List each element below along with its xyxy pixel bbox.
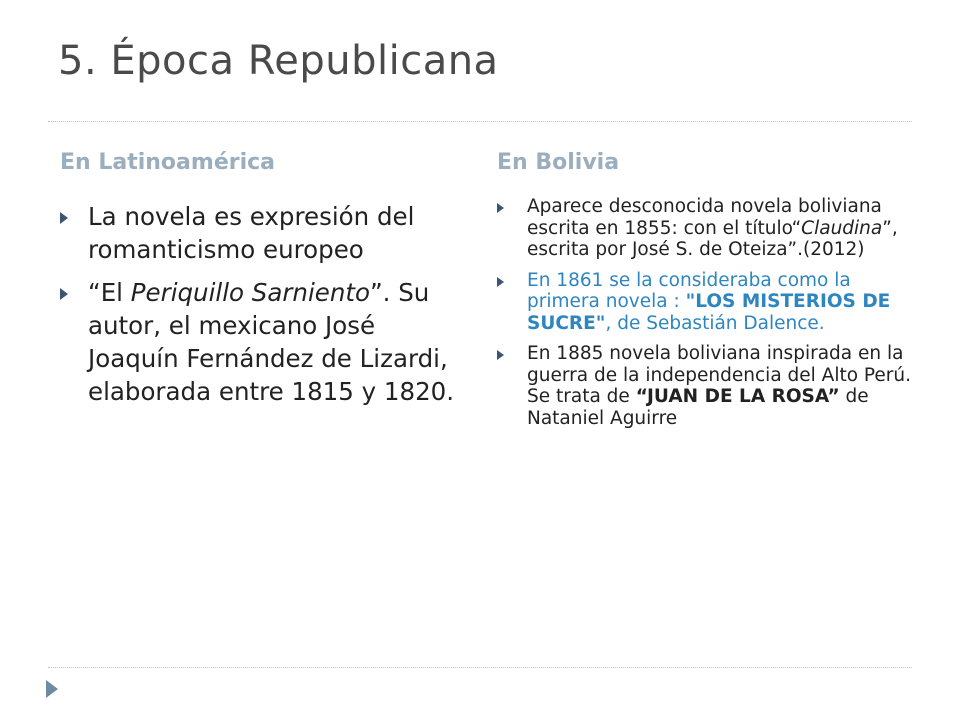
heading-latinoamerica: En Latinoamérica: [60, 150, 276, 175]
bullet-text-pre: En 1885 novela boliviana inspirada en la guerra de la independencia del Alto Perú. Se trata de: [527, 343, 912, 407]
bullet-text-post: de Nataniel Aguirre: [527, 386, 869, 429]
bullet-item: [60, 276, 470, 408]
slide-title: 5. Época Republicana: [58, 38, 499, 84]
book-title-misterios: "LOS MISTERIOS DE SUCRE": [527, 291, 891, 334]
bottom-divider: [48, 667, 912, 668]
bullet-text-rest: ”. Su autor, el mexicano José Joaquín Fernández de Lizardi, elaborada entre 1815 y 1820.: [88, 278, 455, 406]
triangle-bullet-icon: [60, 288, 68, 300]
bullet-text-pre: Aparece desconocida novela boliviana escrita en 1855: con el título“: [527, 196, 882, 239]
triangle-bullet-icon: [497, 350, 504, 360]
top-divider: [48, 121, 912, 122]
bolivia-bullet-list: [497, 196, 917, 438]
bullet-text-post: , de Sebastián Dalence.: [605, 312, 825, 334]
bullet-text-post: ”, escrita por José S. de Oteiza”.(2012): [527, 217, 898, 260]
bullet-text-pre: En 1861 se la consideraba como la primera novela :: [527, 269, 851, 312]
triangle-bullet-icon: [497, 203, 504, 213]
book-title-juan-de-la-rosa: “JUAN DE LA ROSA”: [635, 386, 840, 407]
triangle-bullet-icon: [60, 212, 68, 224]
corner-triangle-icon: [46, 680, 58, 698]
bullet-item: [497, 196, 917, 261]
bullet-item: [497, 343, 917, 429]
book-title-periquillo: Periquillo Sarniento: [130, 278, 370, 307]
bullet-item-highlight: [497, 270, 917, 335]
bullet-text-quote: “El: [88, 278, 131, 307]
bullet-text: La novela es expresión del romanticismo europeo: [88, 202, 415, 264]
latinoamerica-bullet-list: [60, 200, 470, 418]
book-title-claudina: Claudina: [801, 217, 883, 239]
heading-bolivia: En Bolivia: [497, 150, 620, 175]
triangle-bullet-icon: [497, 277, 504, 287]
bullet-item: [60, 200, 470, 266]
